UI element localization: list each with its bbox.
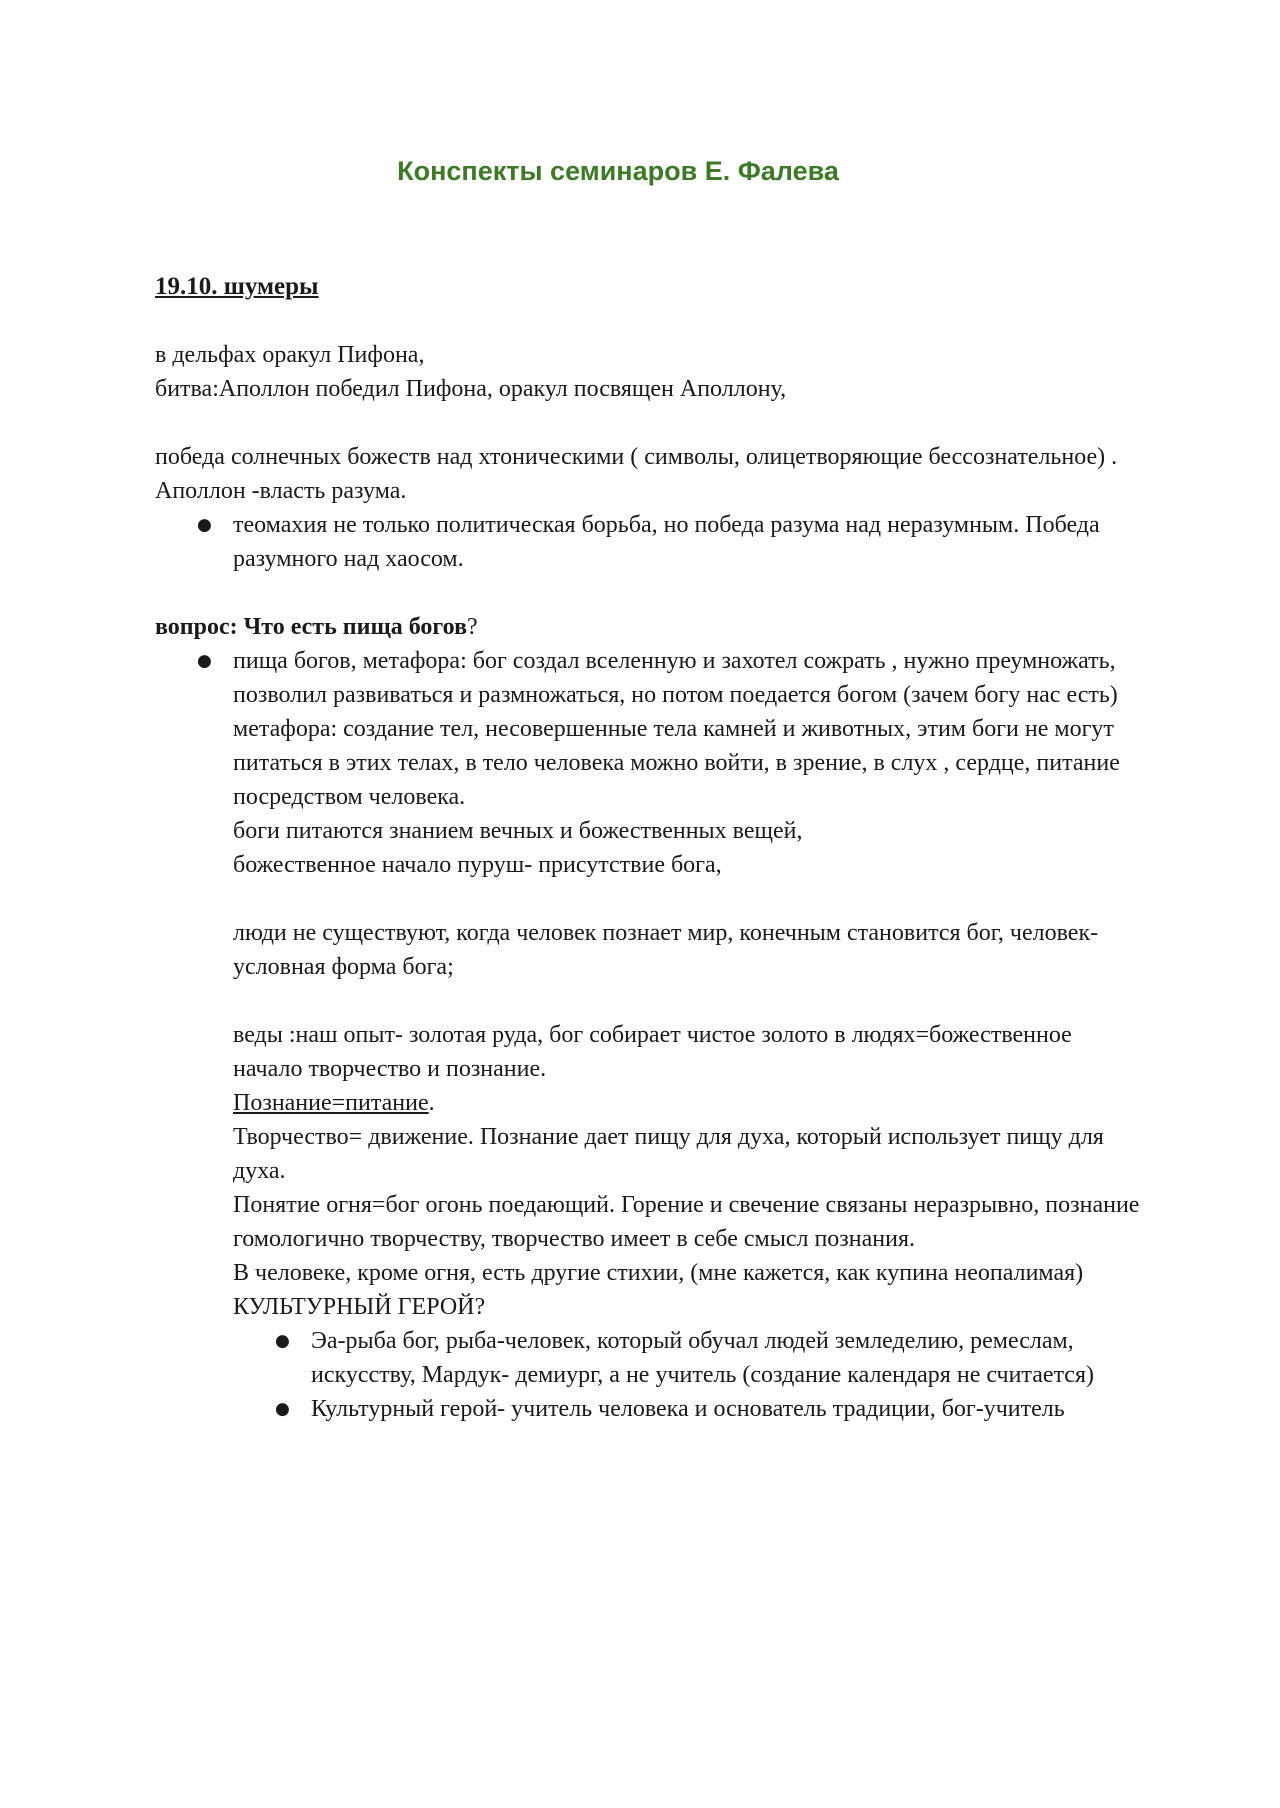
continuation-paragraph: Понятие огня=бог огонь поедающий. Горение и свечение связаны неразрывно, познание гомологично творчеству, творчество имеет в себе смысл познания. bbox=[233, 1192, 1140, 1252]
intro-bullet-list bbox=[155, 508, 1140, 576]
list-item bbox=[155, 1324, 1140, 1392]
intro-paragraph-2: Аполлон -власть разума. bbox=[155, 478, 407, 504]
trailing-period: . bbox=[428, 1090, 435, 1116]
underlined-phrase: Познание=питание bbox=[233, 1090, 429, 1116]
list-item bbox=[155, 1392, 1140, 1426]
section-heading: 19.10. шумеры bbox=[155, 273, 319, 300]
spacer bbox=[155, 406, 1140, 440]
spacer bbox=[233, 984, 1140, 1018]
list-item-text: пища богов, метафора: бог создал вселенную и захотел сожрать , нужно преумножать, позволил развиваться и размножаться, но потом поедается богом (зачем богу нас есть) bbox=[233, 648, 1118, 708]
continuation-paragraph: Творчество= движение. Познание дает пищу для духа, который использует пищу для духа. bbox=[233, 1124, 1104, 1184]
question-label: вопрос: Что есть пища богов bbox=[155, 614, 468, 640]
bullet-icon: ● bbox=[197, 651, 212, 671]
list-item bbox=[155, 644, 1140, 712]
continuation-paragraph: божественное начало пуруш- присутствие бога, bbox=[233, 852, 722, 878]
list-item-text: Культурный герой- учитель человека и основатель традиции, бог-учитель bbox=[311, 1396, 1065, 1422]
list-item-text: Эа-рыба бог, рыба-человек, который обучал людей земледелию, ремеслам, искусству, Мардук- демиург, а не учитель (создание календаря не считается) bbox=[311, 1328, 1094, 1388]
continuation-paragraph bbox=[233, 1086, 1140, 1120]
bullet-icon: ● bbox=[197, 515, 212, 535]
question-continuation bbox=[155, 712, 1140, 1324]
continuation-paragraph: В человеке, кроме огня, есть другие стихии, (мне кажется, как купина неопалимая) bbox=[233, 1260, 1084, 1286]
document-title: Конспекты семинаров Е. Фалева bbox=[397, 156, 839, 186]
list-item-text: теомахия не только политическая борьба, но победа разума над неразумным. Победа разумного над хаосом. bbox=[233, 512, 1100, 572]
question-mark: ? bbox=[467, 614, 478, 640]
list-item bbox=[155, 508, 1140, 576]
continuation-paragraph: метафора: создание тел, несовершенные тела камней и животных, этим боги не могут питаться в этих телах, в тело человека можно войти, в зрение, в слух , сердце, питание посредством человека. bbox=[233, 716, 1120, 810]
intro-paragraph-1: победа солнечных божеств над хтоническими ( символы, олицетворяющие бессознательное) . bbox=[155, 444, 1118, 470]
intro-line-1: в дельфах оракул Пифона, bbox=[155, 342, 425, 368]
document-body bbox=[155, 270, 1140, 1426]
subheading-culture-hero: КУЛЬТУРНЫЙ ГЕРОЙ? bbox=[233, 1294, 486, 1320]
continuation-paragraph: веды :наш опыт- золотая руда, бог собирает чистое золото в людях=божественное начало творчество и познание. bbox=[233, 1022, 1072, 1082]
spacer bbox=[233, 882, 1140, 916]
continuation-paragraph: боги питаются знанием вечных и божественных вещей, bbox=[233, 818, 803, 844]
bullet-icon: ● bbox=[275, 1331, 290, 1351]
culture-hero-bullet-list bbox=[155, 1324, 1140, 1426]
question-heading bbox=[155, 610, 1140, 644]
spacer bbox=[155, 576, 1140, 610]
bullet-icon: ● bbox=[275, 1399, 290, 1419]
question-bullet-list bbox=[155, 644, 1140, 712]
continuation-paragraph: люди не существуют, когда человек познает мир, конечным становится бог, человек- условная форма бога; bbox=[233, 920, 1099, 980]
intro-line-2: битва:Аполлон победил Пифона, оракул посвящен Аполлону, bbox=[155, 376, 787, 402]
spacer bbox=[155, 304, 1140, 338]
